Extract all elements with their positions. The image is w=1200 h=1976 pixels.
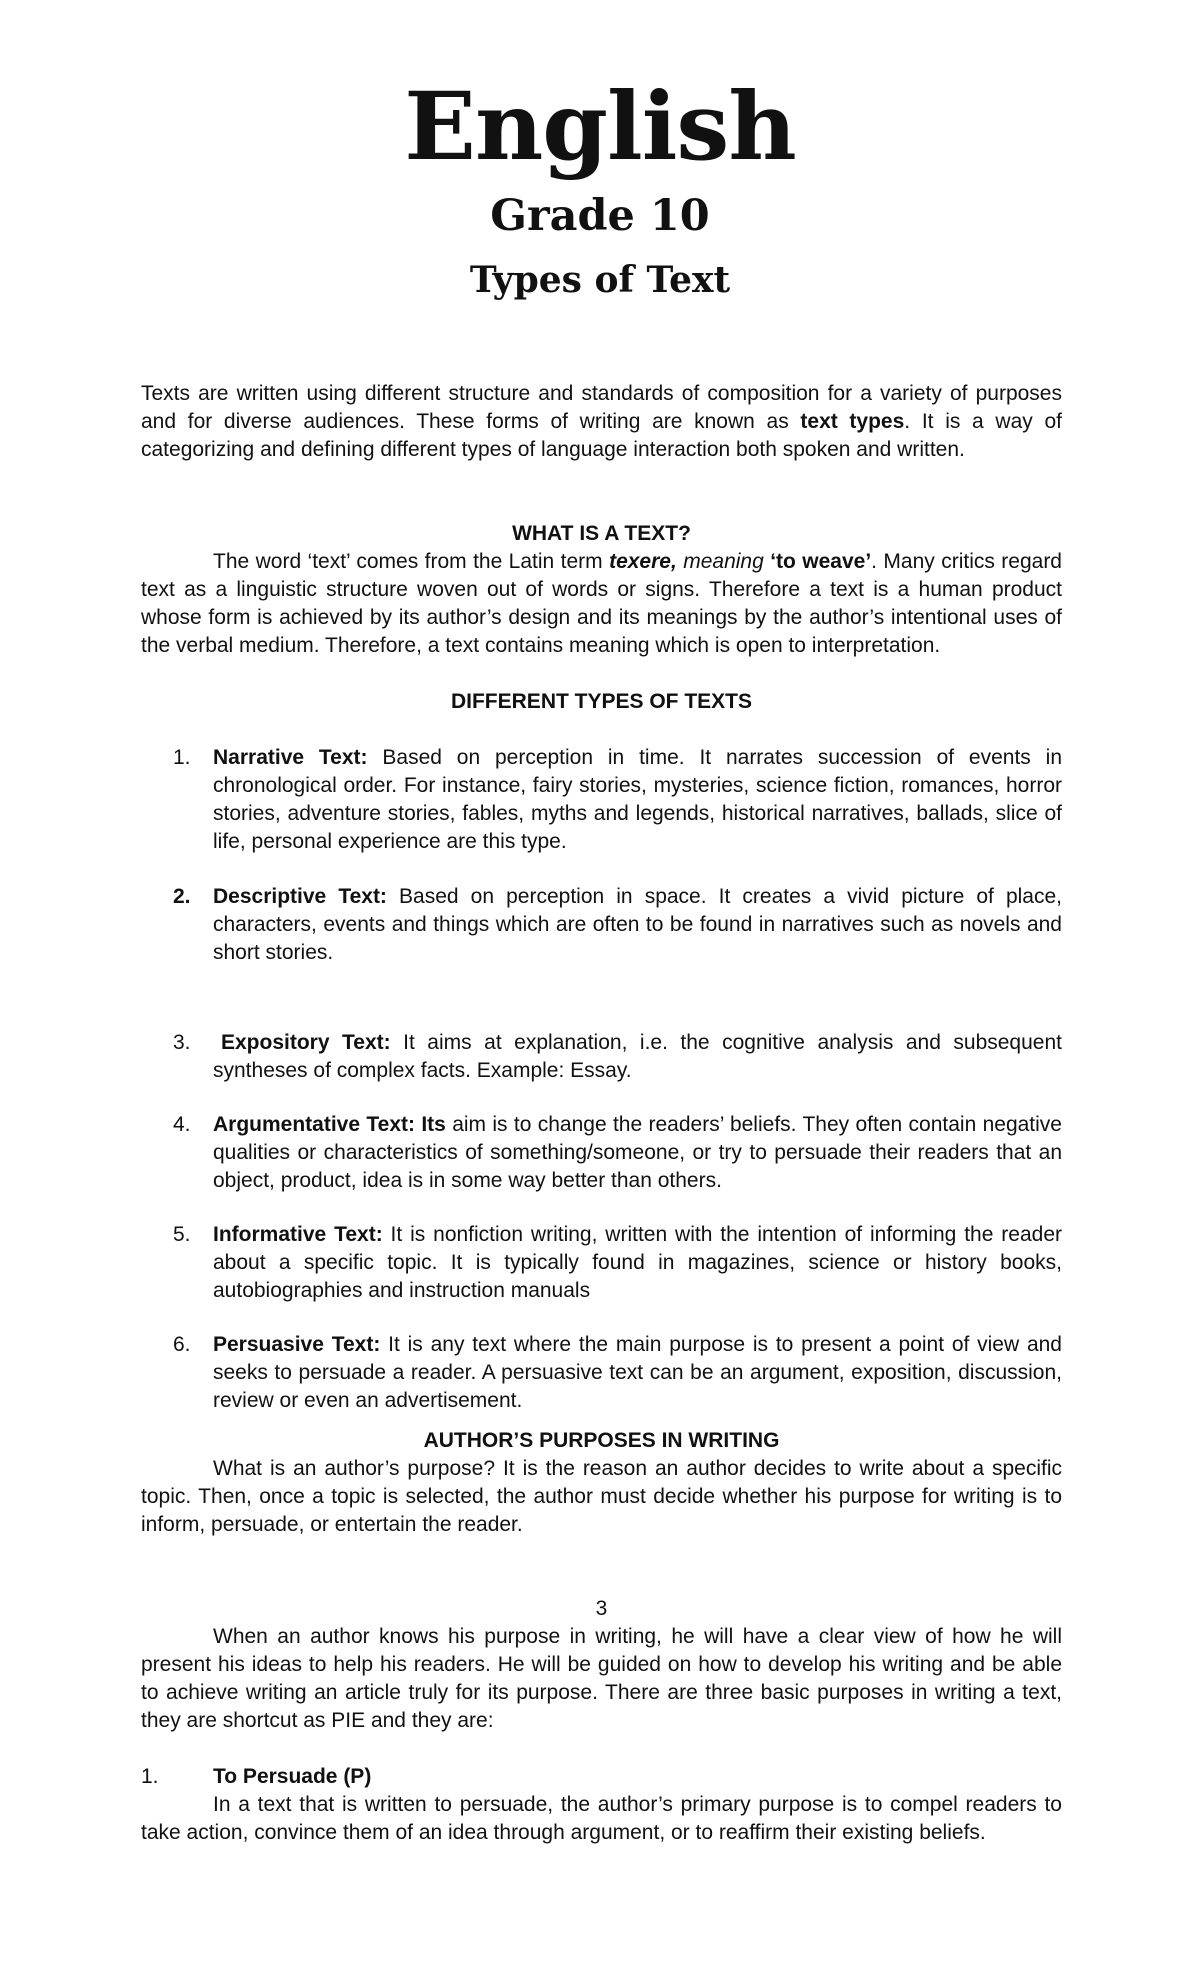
pie-item-label: To Persuade (P) (213, 1765, 372, 1788)
document-title: English (404, 72, 796, 182)
list-item-number: 3. (173, 1031, 191, 1054)
list-item (141, 1111, 1062, 1195)
pie-item-persuade (141, 1763, 1062, 1791)
list-item-label: Argumentative Text: Its (213, 1113, 446, 1136)
types-list (141, 744, 1062, 1415)
page2-intro-paragraph: When an author knows his purpose in writing, he will have a clear view of how he will present his ideas to help his readers. He will be guided on how to develop his writing and be able to achieve writing an article truly for its purpose. There are three basic purposes in writing a text, they are shortcut as PIE and they are: (141, 1625, 1062, 1732)
list-item-label: Persuasive Text: (213, 1333, 381, 1356)
pie-item-paragraph: In a text that is written to persuade, the author’s primary purpose is to compel readers to take action, convince them of an idea through argument, or to reaffirm their existing beliefs. (141, 1793, 1062, 1844)
list-item (141, 1029, 1062, 1085)
meaning-word: meaning (676, 550, 764, 573)
purposes-paragraph: What is an author’s purpose? It is the reason an author decides to write about a specific topic. Then, once a topic is selected, the author must decide whether his purpose for writing is to inform, persuade, or entertain the reader. (141, 1457, 1062, 1536)
document-topic: Types of Text (469, 259, 731, 301)
list-item-number: 2. (173, 885, 191, 908)
what-is-text-paragraph (141, 548, 1062, 660)
list-item (141, 744, 1062, 856)
intro-bold-term: text types (800, 410, 905, 433)
document-body (141, 380, 1062, 1847)
list-item-text: Based on perception in time. It narrates succession of events in chronological order. For instance, fairy stories, mysteries, science fiction, romances, horror stories, adventure stories, fables, myths and legends, historical narratives, ballads, slice of life, personal experience are this type. (213, 746, 1062, 853)
list-item-label: Narrative Text: (213, 746, 368, 769)
intro-text-1: Texts are written using different structure and standards of composition for a variety of purposes and for diverse audiences. These forms of writing are known as (141, 382, 1062, 433)
list-item (141, 883, 1062, 967)
latin-term: texere, (609, 550, 677, 573)
list-item-text: It is any text where the main purpose is to present a point of view and seeks to persuade a reader. A persuasive text can be an argument, exposition, discussion, review or even an advertisement. (213, 1333, 1062, 1412)
page-number: 3 (595, 1597, 608, 1620)
list-item (141, 1331, 1062, 1415)
intro-paragraph (141, 380, 1062, 464)
what-is-text-heading: WHAT IS A TEXT? (512, 522, 691, 545)
list-item-number: 5. (173, 1223, 191, 1246)
list-item-label: Expository Text: (221, 1031, 391, 1054)
document-grade: Grade 10 (490, 191, 710, 241)
list-item-number: 6. (173, 1333, 191, 1356)
types-heading: DIFFERENT TYPES OF TEXTS (450, 690, 753, 713)
what-is-text-1: The word ‘text’ comes from the Latin term (213, 550, 610, 573)
to-weave-term: ‘to weave’ (763, 550, 872, 573)
list-item-label: Descriptive Text: (213, 885, 387, 908)
list-item (141, 1221, 1062, 1305)
list-item-number: 4. (173, 1113, 191, 1136)
list-item-text: aim is to change the readers’ beliefs. They often contain negative qualities or characteristics of something/someone, or try to persuade their readers that an object, product, idea is in some way better than others. (213, 1113, 1062, 1192)
list-item-label: Informative Text: (213, 1223, 383, 1246)
list-item-number: 1. (173, 746, 191, 769)
pie-item-number: 1. (141, 1765, 159, 1788)
what-is-text-2: . Many critics regard text as a linguistic structure woven out of words or signs. Therefore a text is a human product whose form is achieved by its author’s design and its meanings by the author’s intentional uses of the verbal medium. Therefore, a text contains meaning which is open to interpretation. (141, 550, 1062, 657)
purposes-heading: AUTHOR’S PURPOSES IN WRITING (423, 1429, 780, 1452)
list-item-text: It aims at explanation, i.e. the cognitive analysis and subsequent syntheses of complex facts. Example: Essay. (213, 1031, 1062, 1082)
intro-text-2: . It is a way of categorizing and defining different types of language interaction both spoken and written. (141, 410, 1062, 461)
list-item-text: It is nonfiction writing, written with the intention of informing the reader about a specific topic. It is typically found in magazines, science or history books, autobiographies and instruction manuals (213, 1223, 1062, 1302)
list-item-text: Based on perception in space. It creates a vivid picture of place, characters, events and things which are often to be found in narratives such as novels and short stories. (213, 885, 1063, 964)
